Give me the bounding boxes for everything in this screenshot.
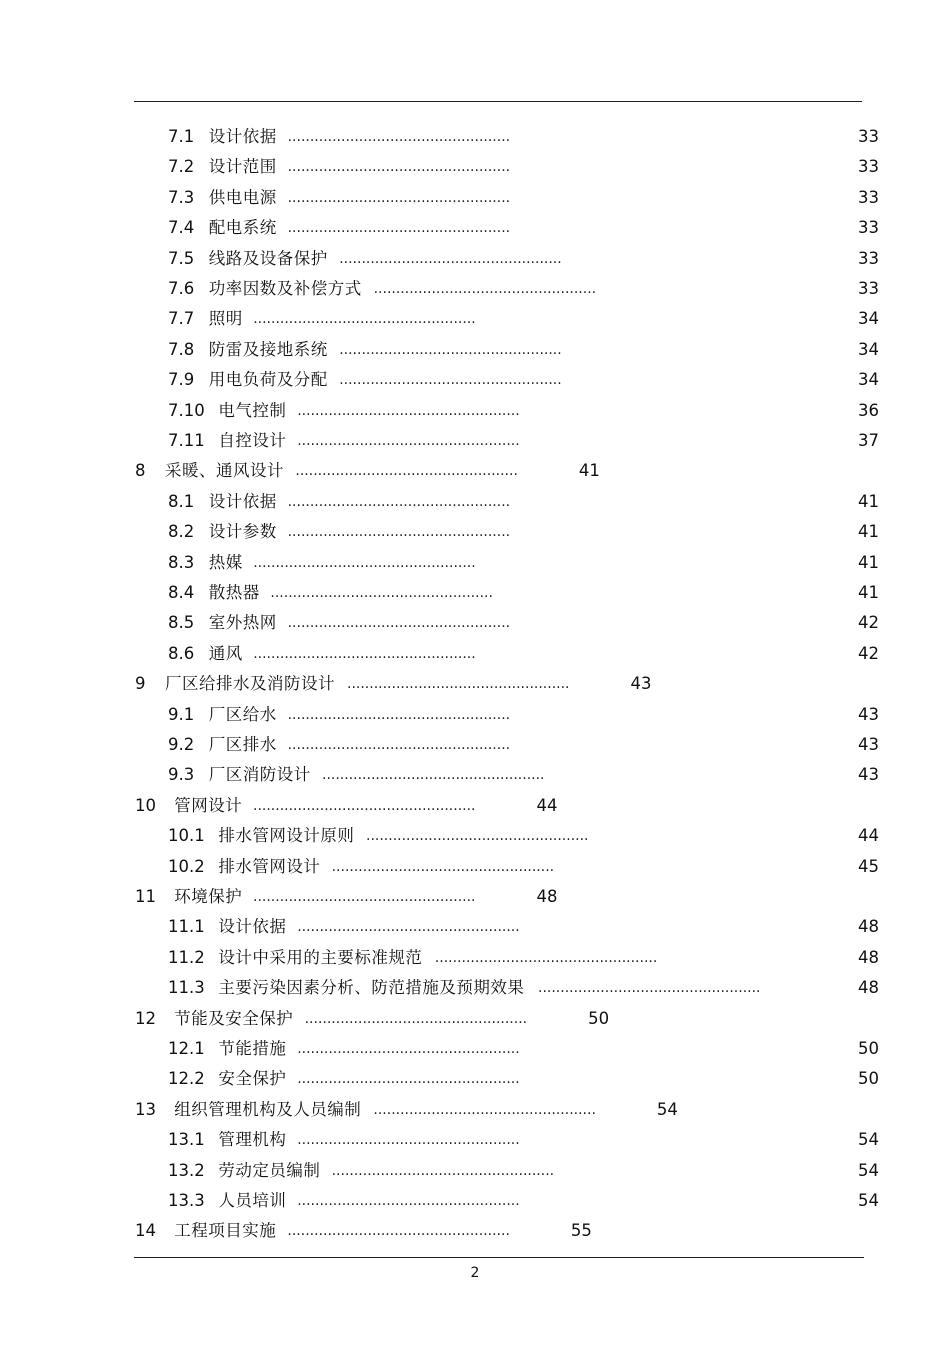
toc-leader-dots: .................................................. <box>287 159 511 176</box>
toc-page: 43 <box>858 704 879 724</box>
toc-number: 8 <box>135 461 146 481</box>
toc-number: 9.1 <box>168 704 195 724</box>
toc-section[interactable] <box>168 338 879 362</box>
toc-title: 散热器 <box>208 583 260 602</box>
toc-title: 设计参数 <box>208 522 277 542</box>
toc-page: 48 <box>858 978 879 998</box>
toc-title: 设计依据 <box>208 127 277 146</box>
toc-number: 10.1 <box>168 826 205 846</box>
toc-title: 组织管理机构及人员编制 <box>174 1099 362 1119</box>
toc-title: 供电电源 <box>208 187 277 207</box>
page-number: 2 <box>470 1265 480 1281</box>
toc-leader-dots: .................................................. <box>434 949 658 966</box>
toc-leader-dots: .................................................. <box>295 463 518 480</box>
toc-number: 9 <box>135 674 146 694</box>
toc-leader-dots: .................................................. <box>339 341 562 358</box>
toc-number: 8.2 <box>168 522 195 542</box>
toc-page: 33 <box>858 248 879 268</box>
toc-title: 用电负荷及分配 <box>208 370 328 390</box>
toc-leader-dots: .................................................. <box>339 250 562 267</box>
toc-title: 排水管网设计 <box>218 856 321 876</box>
toc-page: 37 <box>858 431 879 450</box>
toc-title: 人员培训 <box>218 1191 287 1210</box>
toc-section[interactable] <box>168 368 879 392</box>
toc-page: 41 <box>578 461 600 481</box>
toc-leader-dots: .................................................. <box>287 615 511 632</box>
toc-title: 厂区给排水及消防设计 <box>165 674 335 694</box>
toc-leader-dots: .................................................. <box>287 189 511 206</box>
toc-page: 54 <box>858 1130 879 1150</box>
toc-page: 34 <box>858 370 879 390</box>
toc-section[interactable] <box>168 155 879 179</box>
toc-title: 设计依据 <box>218 917 287 937</box>
toc-number: 13 <box>135 1099 156 1119</box>
toc-leader-dots: .................................................. <box>253 889 476 905</box>
toc-number: 8.5 <box>168 613 195 633</box>
toc-leader-dots: .................................................. <box>287 1223 510 1240</box>
toc-section[interactable] <box>168 186 879 210</box>
toc-leader-dots: .................................................. <box>373 281 597 297</box>
toc-number: 7.6 <box>168 279 195 298</box>
toc-number: 7.4 <box>168 218 195 238</box>
toc-title: 自控设计 <box>218 431 287 450</box>
toc-page: 50 <box>858 1069 879 1089</box>
toc-chapter[interactable] <box>135 794 870 818</box>
toc-leader-dots: .................................................. <box>297 402 520 419</box>
toc-number: 11.1 <box>168 917 205 937</box>
toc-title: 管网设计 <box>174 795 243 815</box>
toc-page: 54 <box>656 1099 678 1119</box>
toc-title: 厂区给水 <box>208 704 277 724</box>
toc-section[interactable] <box>168 125 879 149</box>
toc-chapter[interactable] <box>135 1007 870 1031</box>
toc-page: 50 <box>588 1008 610 1028</box>
toc-page: 44 <box>858 826 879 846</box>
toc-section[interactable] <box>168 247 879 271</box>
toc-leader-dots: .................................................. <box>304 1010 528 1027</box>
toc-page: 33 <box>858 187 879 207</box>
toc-section[interactable] <box>168 763 879 787</box>
toc-leader-dots: .................................................. <box>297 1041 520 1057</box>
toc-page: 41 <box>858 491 879 511</box>
toc-title: 环境保护 <box>174 887 243 906</box>
toc-page: 43 <box>858 765 879 785</box>
toc-page: 54 <box>858 1160 879 1180</box>
toc-leader-dots: .................................................. <box>287 706 511 723</box>
toc-section[interactable] <box>168 855 879 879</box>
toc-section[interactable] <box>168 429 879 453</box>
toc-number: 10 <box>135 795 156 815</box>
toc-page: 41 <box>858 583 879 602</box>
toc-section[interactable] <box>168 277 879 301</box>
toc-number: 8.1 <box>168 491 195 511</box>
toc-section[interactable] <box>168 520 879 544</box>
toc-title: 室外热网 <box>208 613 277 633</box>
toc-section[interactable] <box>168 733 879 757</box>
toc-title: 设计范围 <box>208 157 277 177</box>
toc-title: 工程项目实施 <box>174 1221 277 1241</box>
toc-title: 电气控制 <box>218 400 287 420</box>
toc-title: 厂区排水 <box>208 735 277 754</box>
toc-leader-dots: .................................................. <box>287 493 511 510</box>
toc-leader-dots: .................................................. <box>270 585 493 601</box>
toc-title: 节能措施 <box>218 1039 287 1058</box>
toc-section[interactable] <box>168 946 879 970</box>
toc-leader-dots: .................................................. <box>297 919 520 936</box>
toc-leader-dots: .................................................. <box>253 645 476 662</box>
toc-title: 通风 <box>208 643 243 663</box>
toc-section[interactable] <box>168 307 879 331</box>
toc-section[interactable] <box>168 976 879 1000</box>
toc-page: 55 <box>570 1221 592 1241</box>
toc-number: 7.11 <box>168 431 205 450</box>
toc-section[interactable] <box>168 703 879 727</box>
toc-leader-dots: .................................................. <box>287 524 511 541</box>
toc-number: 11.2 <box>168 947 205 967</box>
toc-number: 13.3 <box>168 1191 205 1210</box>
toc-section[interactable] <box>168 611 879 635</box>
toc-leader-dots: .................................................. <box>297 433 520 449</box>
toc-number: 9.2 <box>168 735 195 754</box>
toc-number: 8.4 <box>168 583 195 602</box>
toc-number: 9.3 <box>168 765 195 785</box>
toc-title: 功率因数及补偿方式 <box>208 279 362 298</box>
toc-section[interactable] <box>168 824 879 848</box>
toc-leader-dots: .................................................. <box>322 767 545 784</box>
toc-page: 48 <box>858 917 879 937</box>
toc-number: 7.3 <box>168 187 195 207</box>
toc-page: 43 <box>858 735 879 754</box>
toc-number: 7.2 <box>168 157 195 177</box>
toc-number: 11.3 <box>168 978 205 998</box>
toc-page: 45 <box>858 856 879 876</box>
toc-number: 10.2 <box>168 856 205 876</box>
toc-chapter[interactable] <box>135 459 870 483</box>
toc-title: 厂区消防设计 <box>208 765 311 785</box>
toc-title: 防雷及接地系统 <box>208 339 328 359</box>
toc-number: 13.1 <box>168 1130 205 1150</box>
toc-page: 36 <box>858 400 879 420</box>
toc-number: 7.5 <box>168 248 195 268</box>
toc-page: 41 <box>858 522 879 542</box>
toc-title: 采暖、通风设计 <box>165 461 284 481</box>
toc-section[interactable] <box>168 551 879 575</box>
toc-leader-dots: .................................................. <box>331 858 555 875</box>
toc-page: 33 <box>858 279 879 298</box>
toc-leader-dots: .................................................. <box>347 676 570 693</box>
toc-title: 线路及设备保护 <box>208 248 328 268</box>
toc-leader-dots: .................................................. <box>253 311 476 328</box>
toc-number: 12 <box>135 1008 156 1028</box>
toc-number: 7.9 <box>168 370 195 390</box>
toc-title: 主要污染因素分析、防范措施及预期效果 <box>218 978 525 998</box>
toc-title: 热媒 <box>208 552 243 572</box>
toc-page: 34 <box>858 339 879 359</box>
toc-section[interactable] <box>168 1037 879 1061</box>
toc-page: 48 <box>536 887 558 906</box>
toc-page: 42 <box>858 643 879 663</box>
toc-number: 13.2 <box>168 1160 205 1180</box>
toc-page: 33 <box>858 218 879 238</box>
toc-section[interactable] <box>168 1067 879 1091</box>
toc-section[interactable] <box>168 581 879 605</box>
toc-page: 33 <box>858 127 879 146</box>
toc-title: 劳动定员编制 <box>218 1160 321 1180</box>
toc-leader-dots: .................................................. <box>287 220 511 237</box>
toc-number: 8.6 <box>168 643 195 663</box>
toc-title: 排水管网设计原则 <box>218 826 355 846</box>
toc-section[interactable] <box>168 1189 879 1213</box>
footer-rule <box>134 1257 864 1258</box>
toc-number: 7.1 <box>168 127 195 146</box>
toc-number: 12.1 <box>168 1039 205 1058</box>
toc-leader-dots: .................................................. <box>373 1101 596 1118</box>
toc-section[interactable] <box>168 399 879 423</box>
toc-number: 7.8 <box>168 339 195 359</box>
toc-number: 12.2 <box>168 1069 205 1089</box>
toc-page: 34 <box>858 309 879 329</box>
toc-page: 48 <box>858 947 879 967</box>
toc-leader-dots: .................................................. <box>297 1132 520 1149</box>
toc-leader-dots: .................................................. <box>253 797 476 814</box>
toc-chapter[interactable] <box>135 672 870 696</box>
toc-section[interactable] <box>168 1128 879 1152</box>
toc-page: 50 <box>858 1039 879 1058</box>
toc-leader-dots: .................................................. <box>297 1193 520 1209</box>
toc-page: 42 <box>858 613 879 633</box>
toc-page: 41 <box>858 552 879 572</box>
toc-title: 管理机构 <box>218 1130 287 1150</box>
toc-leader-dots: .................................................. <box>366 828 589 845</box>
toc-leader-dots: .................................................. <box>297 1071 520 1088</box>
toc-page: 44 <box>536 795 558 815</box>
toc-title: 配电系统 <box>208 218 277 238</box>
toc-section[interactable] <box>168 216 879 240</box>
toc-number: 7.7 <box>168 309 195 329</box>
toc-title: 节能及安全保护 <box>174 1008 294 1028</box>
toc-leader-dots: .................................................. <box>538 980 761 997</box>
toc-section[interactable] <box>168 915 879 939</box>
toc-leader-dots: .................................................. <box>331 1162 555 1179</box>
toc-leader-dots: .................................................. <box>339 372 562 389</box>
toc-section[interactable] <box>168 642 879 666</box>
toc-leader-dots: .................................................. <box>253 554 476 571</box>
toc-title: 设计中采用的主要标准规范 <box>218 947 423 967</box>
toc-chapter[interactable] <box>135 1219 870 1243</box>
toc-title: 设计依据 <box>208 491 277 511</box>
toc-page: 43 <box>630 674 652 694</box>
toc-page: 54 <box>858 1191 879 1210</box>
toc-number: 7.10 <box>168 400 205 420</box>
toc-section[interactable] <box>168 490 879 514</box>
toc-number: 14 <box>135 1221 156 1241</box>
toc-section[interactable] <box>168 1159 879 1183</box>
toc-number: 11 <box>135 887 156 906</box>
toc-number: 8.3 <box>168 552 195 572</box>
toc-title: 安全保护 <box>218 1069 287 1089</box>
toc-chapter[interactable] <box>135 1098 870 1122</box>
toc-leader-dots: .................................................. <box>287 737 511 753</box>
header-rule <box>134 101 862 102</box>
toc-chapter[interactable] <box>135 885 870 909</box>
toc-leader-dots: .................................................. <box>287 129 511 145</box>
toc-title: 照明 <box>208 309 243 329</box>
toc-page: 33 <box>858 157 879 177</box>
